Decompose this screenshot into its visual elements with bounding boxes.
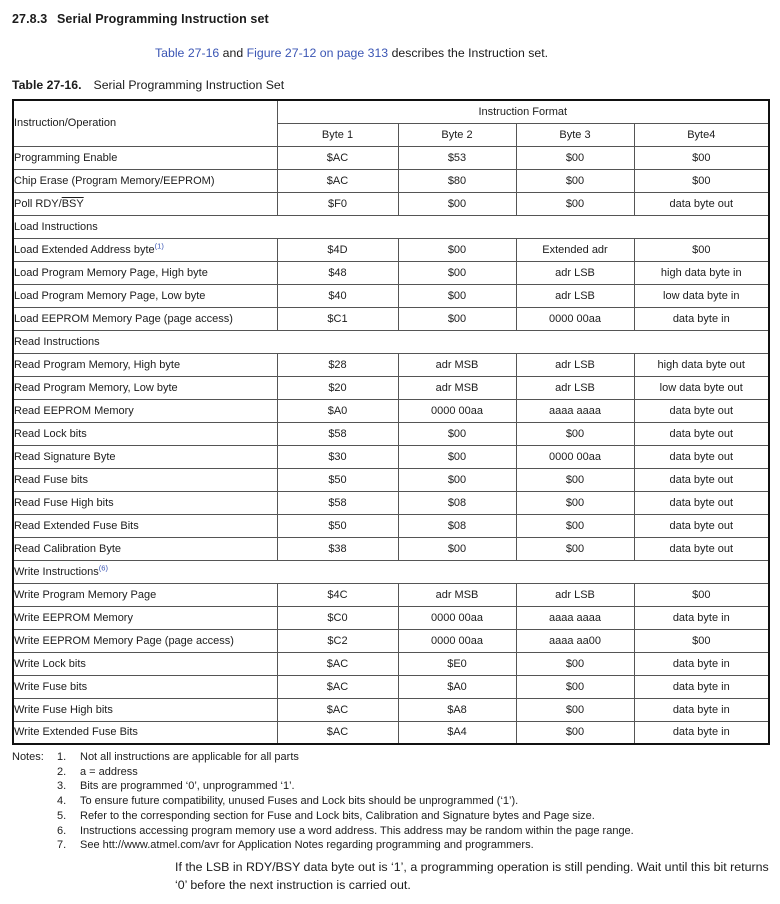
byte-value-cell: Extended adr bbox=[516, 238, 634, 261]
byte-value-cell: $08 bbox=[398, 491, 516, 514]
byte-value-cell: data byte out bbox=[634, 192, 769, 215]
instruction-label: Read Signature Byte bbox=[13, 445, 277, 468]
byte-value-cell: $00 bbox=[634, 238, 769, 261]
byte-value-cell: $00 bbox=[398, 261, 516, 284]
byte-value-cell: low data byte out bbox=[634, 376, 769, 399]
byte-value-cell: adr LSB bbox=[516, 284, 634, 307]
byte-value-cell: high data byte in bbox=[634, 261, 769, 284]
note-number: 1. bbox=[57, 751, 67, 763]
column-header-instruction: Instruction/Operation bbox=[13, 100, 277, 146]
instruction-label: Read Fuse bits bbox=[13, 468, 277, 491]
table-row bbox=[13, 261, 769, 284]
byte-value-cell: $A0 bbox=[277, 399, 398, 422]
table-row bbox=[13, 284, 769, 307]
byte-value-cell: $4D bbox=[277, 238, 398, 261]
byte-value-cell: $00 bbox=[634, 146, 769, 169]
instruction-label: Write EEPROM Memory Page (page access) bbox=[13, 629, 277, 652]
note-ref-superscript[interactable]: (6) bbox=[98, 562, 108, 572]
byte-value-cell: $00 bbox=[516, 698, 634, 721]
byte-value-cell: $00 bbox=[398, 445, 516, 468]
byte-value-cell: data byte out bbox=[634, 537, 769, 560]
byte-value-cell: $00 bbox=[398, 192, 516, 215]
byte-value-cell: $50 bbox=[277, 514, 398, 537]
instruction-label: Poll RDY/$\overline{BSY}$ bbox=[13, 192, 277, 215]
instruction-label: Write Extended Fuse Bits bbox=[13, 721, 277, 744]
intro-text-tail: describes the Instruction set. bbox=[388, 46, 549, 60]
byte-value-cell: $C0 bbox=[277, 606, 398, 629]
byte-value-cell: $00 bbox=[516, 169, 634, 192]
note-number: 5. bbox=[57, 809, 67, 822]
byte-value-cell: data byte out bbox=[634, 422, 769, 445]
notes-label: Notes: bbox=[12, 751, 44, 763]
byte-value-cell: $00 bbox=[516, 652, 634, 675]
notes-list bbox=[57, 750, 768, 853]
byte-value-cell: $00 bbox=[516, 514, 634, 537]
byte-value-cell: $58 bbox=[277, 422, 398, 445]
byte-value-cell: 0000 00aa bbox=[398, 629, 516, 652]
byte-value-cell: $00 bbox=[634, 169, 769, 192]
byte-value-cell: 0000 00aa bbox=[516, 445, 634, 468]
byte-value-cell: $AC bbox=[277, 721, 398, 744]
instruction-label: Read EEPROM Memory bbox=[13, 399, 277, 422]
byte-value-cell: data byte in bbox=[634, 307, 769, 330]
byte-value-cell: data byte out bbox=[634, 514, 769, 537]
instruction-label: Load Program Memory Page, High byte bbox=[13, 261, 277, 284]
byte-value-cell: 0000 00aa bbox=[398, 606, 516, 629]
table-ref-link[interactable]: Table 27-16 bbox=[155, 46, 220, 60]
section-row bbox=[13, 330, 769, 353]
note-number: 6. bbox=[57, 824, 67, 837]
instruction-label: Read Extended Fuse Bits bbox=[13, 514, 277, 537]
byte-value-cell: $A8 bbox=[398, 698, 516, 721]
section-title: Serial Programming Instruction set bbox=[57, 12, 269, 26]
byte-value-cell: 0000 00aa bbox=[398, 399, 516, 422]
instruction-label: Read Calibration Byte bbox=[13, 537, 277, 560]
section-label: Read Instructions bbox=[13, 330, 769, 353]
table-row bbox=[13, 629, 769, 652]
byte-value-cell: $F0 bbox=[277, 192, 398, 215]
overlined-signal-name: $\overline{BSY}$ bbox=[61, 197, 84, 210]
table-row bbox=[13, 399, 769, 422]
byte-value-cell: $00 bbox=[398, 422, 516, 445]
column-group-header: Instruction Format bbox=[277, 100, 769, 123]
byte-value-cell: adr MSB bbox=[398, 376, 516, 399]
byte-value-cell: adr LSB bbox=[516, 583, 634, 606]
column-header-byte4: Byte4 bbox=[634, 123, 769, 146]
instruction-label: Read Fuse High bits bbox=[13, 491, 277, 514]
byte-value-cell: aaaa aaaa bbox=[516, 399, 634, 422]
byte-value-cell: adr LSB bbox=[516, 376, 634, 399]
note-text: Instructions accessing program memory use a word address. This address may be random within the page range. bbox=[80, 824, 634, 837]
instruction-label: Read Program Memory, Low byte bbox=[13, 376, 277, 399]
byte-value-cell: high data byte out bbox=[634, 353, 769, 376]
byte-value-cell: $E0 bbox=[398, 652, 516, 675]
byte-value-cell: $AC bbox=[277, 698, 398, 721]
note-item bbox=[57, 809, 768, 824]
byte-value-cell: $20 bbox=[277, 376, 398, 399]
byte-value-cell: $C1 bbox=[277, 307, 398, 330]
instruction-label: Load Extended Address byte$^{(1)}$ bbox=[13, 238, 277, 261]
intro-text-mid: and bbox=[219, 46, 247, 60]
table-row bbox=[13, 514, 769, 537]
byte-value-cell: $53 bbox=[398, 146, 516, 169]
byte-value-cell: data byte out bbox=[634, 445, 769, 468]
byte-value-cell: $C2 bbox=[277, 629, 398, 652]
instruction-label: Write Lock bits bbox=[13, 652, 277, 675]
instruction-label: Chip Erase (Program Memory/EEPROM) bbox=[13, 169, 277, 192]
byte-value-cell: data byte out bbox=[634, 491, 769, 514]
note-item bbox=[57, 765, 768, 780]
byte-value-cell: $50 bbox=[277, 468, 398, 491]
byte-value-cell: data byte in bbox=[634, 721, 769, 744]
column-header-byte1: Byte 1 bbox=[277, 123, 398, 146]
table-row bbox=[13, 353, 769, 376]
table-row bbox=[13, 537, 769, 560]
note-item bbox=[57, 779, 768, 794]
table-row bbox=[13, 675, 769, 698]
byte-value-cell: aaaa aa00 bbox=[516, 629, 634, 652]
byte-value-cell: data byte in bbox=[634, 606, 769, 629]
closing-paragraph: If the LSB in RDY/BSY data byte out is ‘1’, a programming operation is still pending. Wait until this bit returns ‘0’ before the next instruction is carried out. bbox=[175, 859, 769, 893]
note-number: 3. bbox=[57, 780, 67, 793]
table-caption-label: Table 27-16. bbox=[12, 78, 82, 92]
note-text: a = address bbox=[80, 765, 138, 778]
section-heading bbox=[12, 12, 768, 26]
byte-value-cell: $00 bbox=[516, 192, 634, 215]
byte-value-cell: $00 bbox=[634, 583, 769, 606]
note-text: Refer to the corresponding section for Fuse and Lock bits, Calibration and Signature bytes and Page size. bbox=[80, 809, 595, 822]
instruction-label: Write Program Memory Page bbox=[13, 583, 277, 606]
table-row bbox=[13, 606, 769, 629]
byte-value-cell: $A4 bbox=[398, 721, 516, 744]
instruction-label: Write EEPROM Memory bbox=[13, 606, 277, 629]
byte-value-cell: data byte in bbox=[634, 675, 769, 698]
table-row bbox=[13, 307, 769, 330]
column-header-byte3: Byte 3 bbox=[516, 123, 634, 146]
byte-value-cell: low data byte in bbox=[634, 284, 769, 307]
table-row bbox=[13, 468, 769, 491]
section-label: Load Instructions bbox=[13, 215, 769, 238]
column-header-byte2: Byte 2 bbox=[398, 123, 516, 146]
table-caption-title: Serial Programming Instruction Set bbox=[93, 78, 285, 92]
table-row bbox=[13, 422, 769, 445]
byte-value-cell: $38 bbox=[277, 537, 398, 560]
byte-value-cell: data byte in bbox=[634, 698, 769, 721]
note-item bbox=[57, 794, 768, 809]
byte-value-cell: $00 bbox=[516, 146, 634, 169]
byte-value-cell: $00 bbox=[634, 629, 769, 652]
table-header-row-1 bbox=[13, 100, 769, 123]
table-row bbox=[13, 652, 769, 675]
instruction-table bbox=[12, 99, 770, 745]
table-row bbox=[13, 169, 769, 192]
note-number: 7. bbox=[57, 839, 67, 852]
table-row bbox=[13, 721, 769, 744]
note-number: 2. bbox=[57, 765, 67, 778]
byte-value-cell: adr MSB bbox=[398, 583, 516, 606]
instruction-label: Read Program Memory, High byte bbox=[13, 353, 277, 376]
notes-block bbox=[12, 750, 768, 853]
note-text: Not all instructions are applicable for all parts bbox=[80, 751, 299, 763]
byte-value-cell: $00 bbox=[516, 491, 634, 514]
byte-value-cell: data byte in bbox=[634, 652, 769, 675]
byte-value-cell: $00 bbox=[398, 307, 516, 330]
byte-value-cell: adr LSB bbox=[516, 261, 634, 284]
section-label: Write Instructions$^{(6)}$ bbox=[13, 560, 769, 583]
note-item bbox=[57, 750, 768, 765]
byte-value-cell: aaaa aaaa bbox=[516, 606, 634, 629]
table-body bbox=[13, 146, 769, 744]
byte-value-cell: adr LSB bbox=[516, 353, 634, 376]
intro-paragraph bbox=[155, 46, 768, 60]
byte-value-cell: $00 bbox=[398, 238, 516, 261]
note-item bbox=[57, 838, 768, 853]
instruction-label: Load Program Memory Page, Low byte bbox=[13, 284, 277, 307]
table-row bbox=[13, 583, 769, 606]
byte-value-cell: data byte out bbox=[634, 468, 769, 491]
instruction-label: Load EEPROM Memory Page (page access) bbox=[13, 307, 277, 330]
byte-value-cell: $40 bbox=[277, 284, 398, 307]
note-text: See htt://www.atmel.com/avr for Application Notes regarding programming and programmers. bbox=[80, 839, 534, 852]
byte-value-cell: $00 bbox=[398, 537, 516, 560]
instruction-label: Write Fuse High bits bbox=[13, 698, 277, 721]
note-ref-superscript[interactable]: (1) bbox=[154, 240, 164, 250]
table-caption bbox=[12, 78, 768, 92]
byte-value-cell: $AC bbox=[277, 169, 398, 192]
byte-value-cell: $AC bbox=[277, 146, 398, 169]
byte-value-cell: $4C bbox=[277, 583, 398, 606]
section-number: 27.8.3 bbox=[12, 12, 48, 26]
table-row bbox=[13, 445, 769, 468]
byte-value-cell: $28 bbox=[277, 353, 398, 376]
byte-value-cell: $80 bbox=[398, 169, 516, 192]
section-row bbox=[13, 560, 769, 583]
byte-value-cell: data byte out bbox=[634, 399, 769, 422]
note-number: 4. bbox=[57, 795, 67, 808]
byte-value-cell: $08 bbox=[398, 514, 516, 537]
byte-value-cell: $AC bbox=[277, 675, 398, 698]
byte-value-cell: $00 bbox=[516, 422, 634, 445]
instruction-label: Write Fuse bits bbox=[13, 675, 277, 698]
byte-value-cell: 0000 00aa bbox=[516, 307, 634, 330]
instruction-label: Read Lock bits bbox=[13, 422, 277, 445]
note-item bbox=[57, 824, 768, 839]
byte-value-cell: $00 bbox=[516, 721, 634, 744]
byte-value-cell: $48 bbox=[277, 261, 398, 284]
table-row bbox=[13, 192, 769, 215]
byte-value-cell: $30 bbox=[277, 445, 398, 468]
table-row bbox=[13, 376, 769, 399]
byte-value-cell: $00 bbox=[398, 468, 516, 491]
note-text: To ensure future compatibility, unused Fuses and Lock bits should be unprogrammed (‘1’). bbox=[80, 795, 519, 808]
table-row bbox=[13, 238, 769, 261]
figure-ref-link[interactable]: Figure 27-12 on page 313 bbox=[246, 46, 389, 60]
byte-value-cell: $AC bbox=[277, 652, 398, 675]
byte-value-cell: $00 bbox=[516, 468, 634, 491]
byte-value-cell: $00 bbox=[516, 537, 634, 560]
note-text: Bits are programmed ‘0’, unprogrammed ‘1’. bbox=[80, 780, 295, 793]
instruction-label: Programming Enable bbox=[13, 146, 277, 169]
byte-value-cell: $A0 bbox=[398, 675, 516, 698]
byte-value-cell: $00 bbox=[516, 675, 634, 698]
table-row bbox=[13, 146, 769, 169]
byte-value-cell: $58 bbox=[277, 491, 398, 514]
table-row bbox=[13, 698, 769, 721]
byte-value-cell: adr MSB bbox=[398, 353, 516, 376]
byte-value-cell: $00 bbox=[398, 284, 516, 307]
table-row bbox=[13, 491, 769, 514]
section-row bbox=[13, 215, 769, 238]
